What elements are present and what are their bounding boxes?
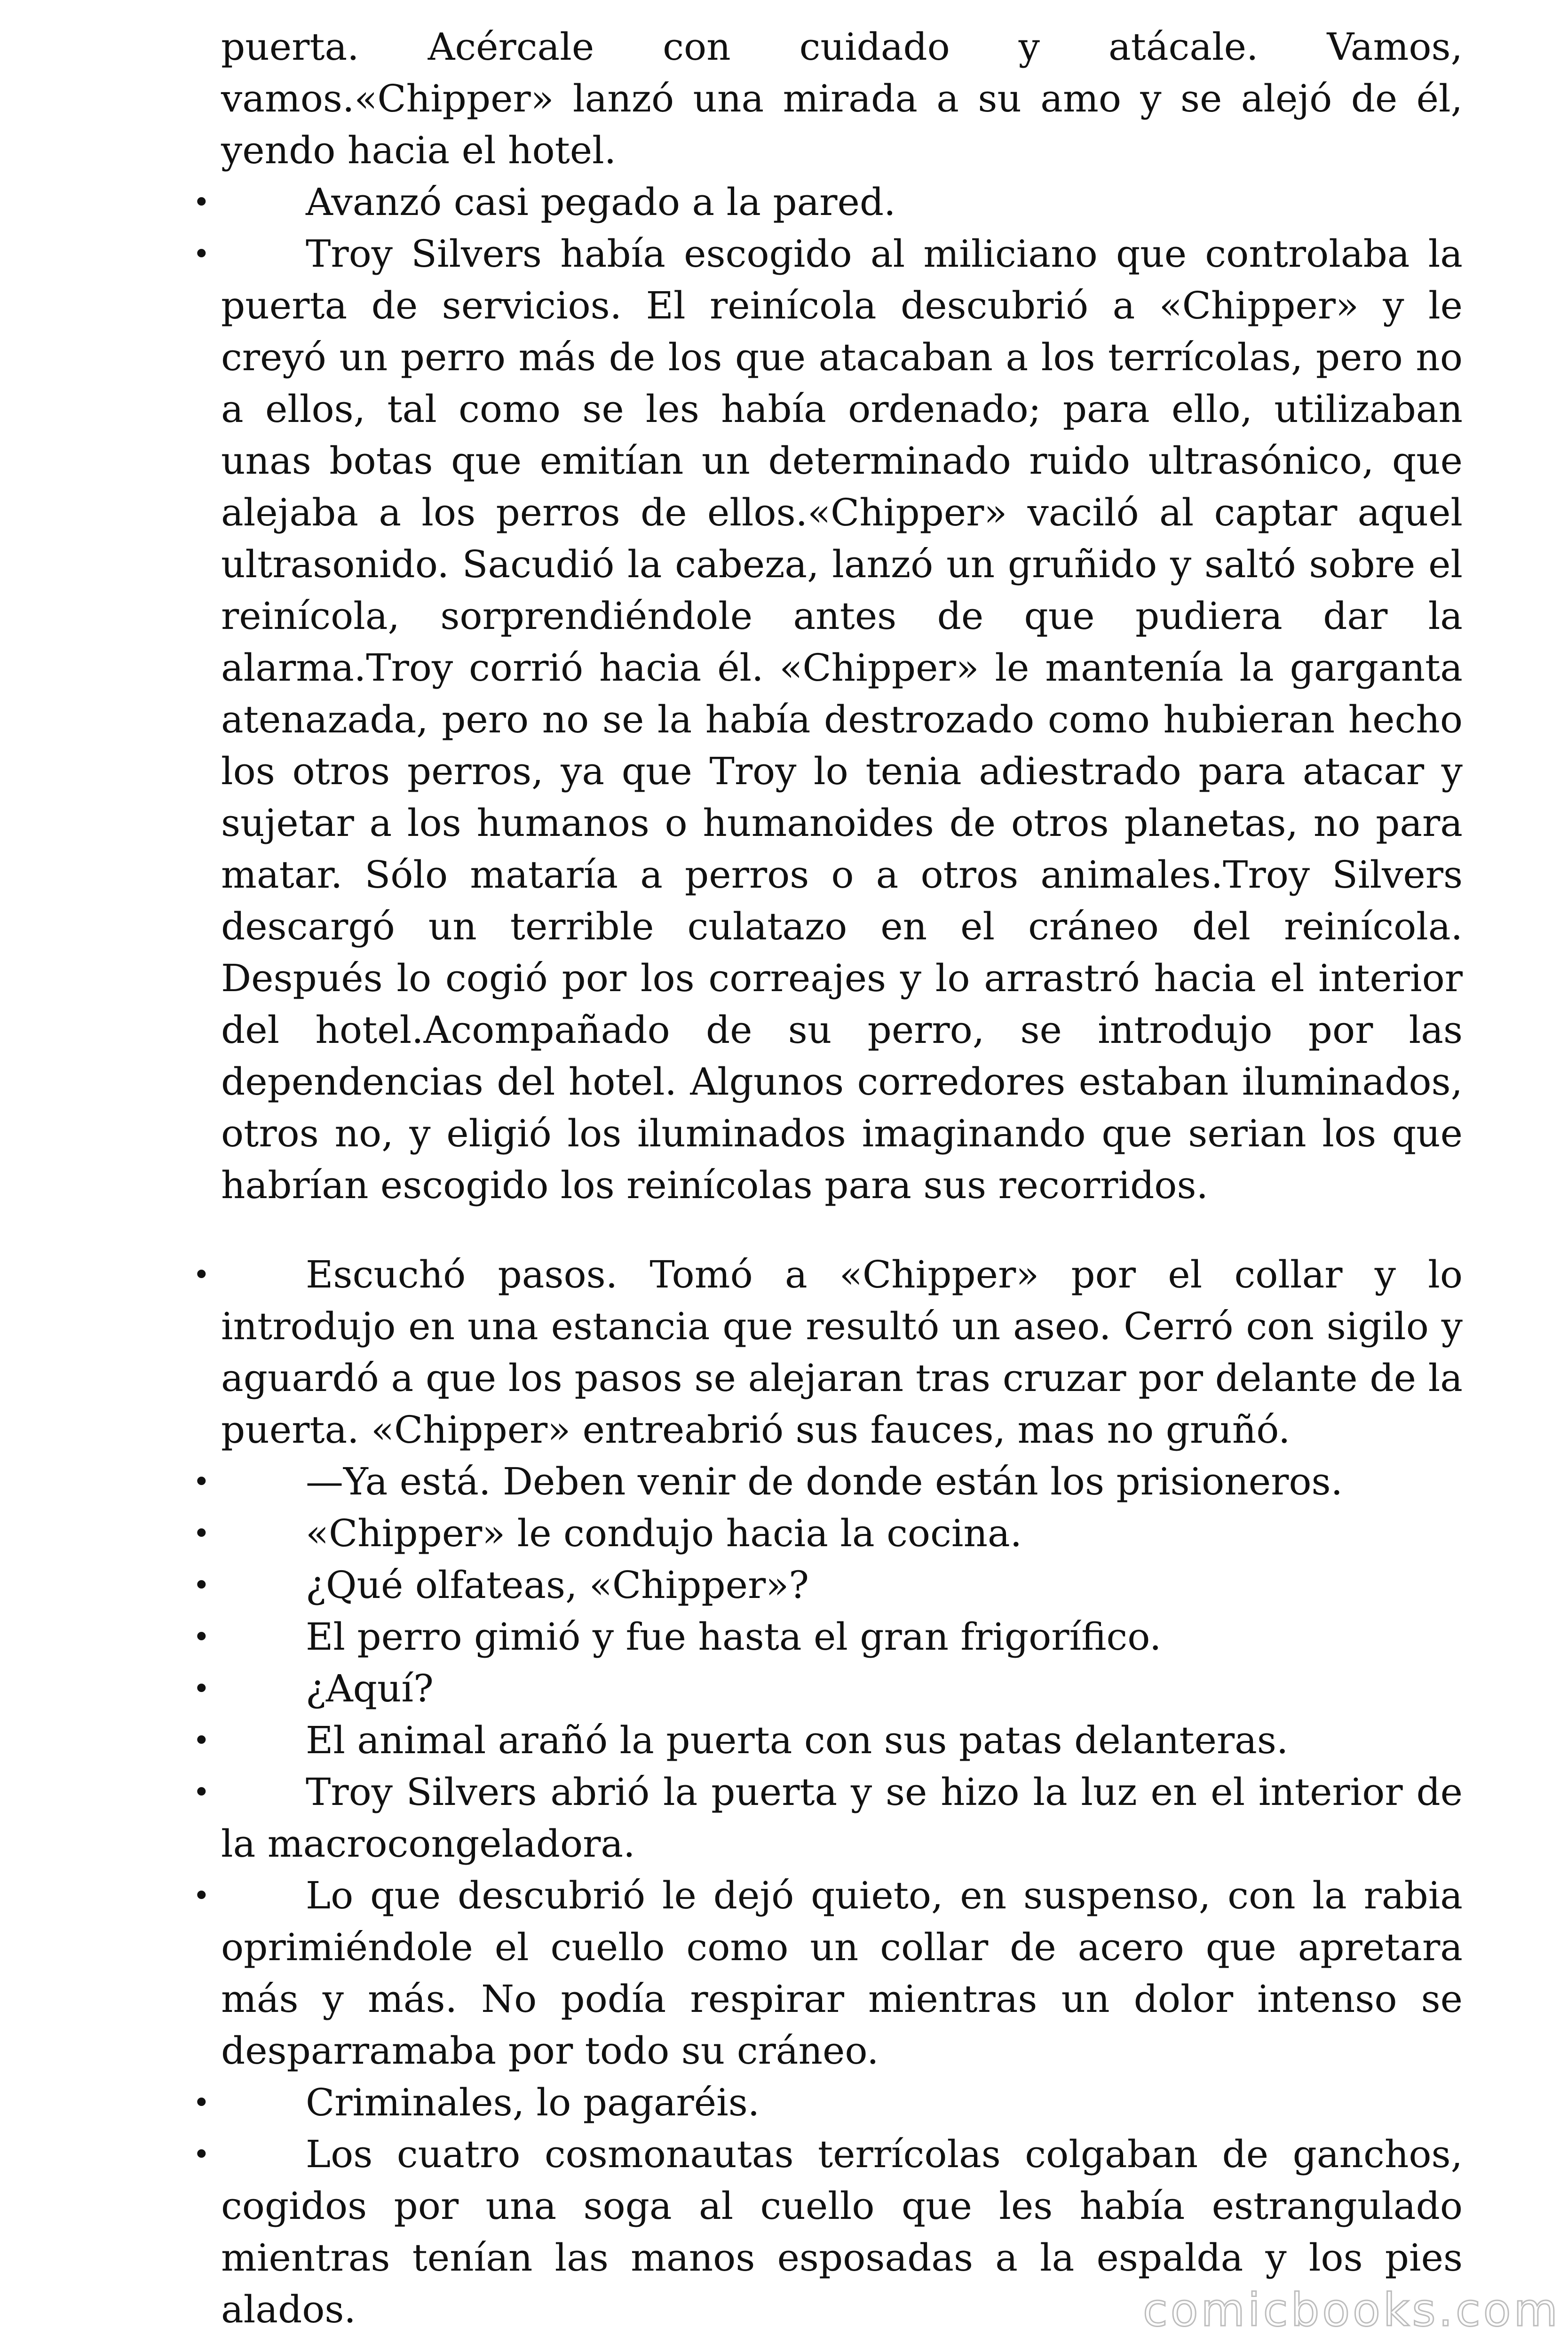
bullet-icon: • <box>193 2085 210 2120</box>
list-item <box>193 1611 1463 1663</box>
bullet-icon: • <box>193 1723 210 1757</box>
bullet-icon: • <box>193 1775 210 1809</box>
watermark: comicbooks.com <box>1143 2284 1561 2336</box>
paragraph-text: El animal arañó la puerta con sus patas delanteras. <box>306 1718 1289 1762</box>
paragraph-text: El perro gimió y fue hasta el gran frigorífico. <box>306 1615 1162 1659</box>
paragraph-text: ¿Aquí? <box>306 1667 434 1710</box>
paragraph-text: Lo que descubrió le dejó quieto, en suspenso, con la rabia oprimiéndole el cuello como un collar de acero que apretara más y más. No podía respirar mientras un dolor intenso se desparramaba por todo su cráneo. <box>221 1874 1463 2073</box>
bullet-icon: • <box>193 1464 210 1499</box>
paragraph-text: Troy Silvers abrió la puerta y se hizo la luz en el interior de la macrocongeladora. <box>221 1770 1463 1866</box>
bullet-icon: • <box>193 1257 210 1292</box>
paragraph-text: —Ya está. Deben venir de donde están los prisioneros. <box>306 1460 1343 1503</box>
list-item <box>193 1249 1463 1456</box>
paragraph-text: Troy Silvers había escogido al miliciano que controlaba la puerta de servicios. El reinícola descubrió a «Chipper» y le creyó un perro más de los que atacaban a los terrícolas, pero no a ellos, tal como se les había ordenado; para ello, utilizaban unas botas que emitían un determinado ruido ultrasónico, que alejaba a los perros de ellos.«Chipper» vaciló al captar aquel ultrasonido. Sacudió la cabeza, lanzó un gruñido y saltó sobre el reinícola, sorprendiéndole antes de que pudiera dar la alarma.Troy corrió hacia él. «Chipper» le mantenía la garganta atenazada, pero no se la había destrozado como hubieran hecho los otros perros, ya que Troy lo tenia adiestrado para atacar y sujetar a los humanos o humanoides de otros planetas, no para matar. Sólo mataría a perros o a otros animales.Troy Silvers descargó un terrible culatazo en el cráneo del reinícola. Después lo cogió por los correajes y lo arrastró hacia el interior del hotel.Acompañado de su perro, se introdujo por las dependencias del hotel. Algunos corredores estaban iluminados, otros no, y eligió los iluminados imaginando que serian los que habrían escogido los reinícolas para sus recorridos. <box>221 232 1463 1207</box>
paragraph-text: puerta. Acércale con cuidado y atácale. Vamos, vamos.«Chipper» lanzó una mirada a su amo y se alejó de él, yendo hacia el hotel. <box>221 25 1463 172</box>
bullet-icon: • <box>193 1878 210 1913</box>
list-item <box>193 2077 1463 2129</box>
list-item <box>193 228 1463 1211</box>
bullet-icon: • <box>193 1568 210 1602</box>
paragraph-text: Los cuatro cosmonautas terrícolas colgaban de ganchos, cogidos por una soga al cuello que les había estrangulado mientras tenían las manos esposadas a la espalda y los pies alados. <box>221 2132 1463 2331</box>
bullet-icon: • <box>193 185 210 219</box>
paragraph-text: «Chipper» le condujo hacia la cocina. <box>306 1511 1022 1555</box>
bullet-icon: • <box>193 237 210 271</box>
paragraph-text: Criminales, lo pagaréis. <box>306 2081 760 2124</box>
bullet-icon: • <box>193 1516 210 1550</box>
bullet-icon: • <box>193 1671 210 1706</box>
list-item <box>193 1663 1463 1715</box>
paragraph-text: Escuchó pasos. Tomó a «Chipper» por el collar y lo introdujo en una estancia que resultó un aseo. Cerró con sigilo y aguardó a que los pasos se alejaran tras cruzar por delante de la puerta. «Chipper» entreabrió sus fauces, mas no gruñó. <box>221 1253 1463 1452</box>
list-item <box>193 176 1463 228</box>
list-item <box>193 1508 1463 1559</box>
bullet-icon: • <box>193 2137 210 2171</box>
list-item <box>193 1766 1463 1870</box>
list-item <box>193 1870 1463 2077</box>
list-item <box>193 1456 1463 1508</box>
bullet-icon: • <box>193 1620 210 1654</box>
continuation-paragraph <box>221 21 1463 176</box>
list-item <box>193 1559 1463 1611</box>
list-item <box>193 1715 1463 1766</box>
paragraph-text: Avanzó casi pegado a la pared. <box>306 180 896 224</box>
paragraph-text: ¿Qué olfateas, «Chipper»? <box>306 1563 809 1607</box>
